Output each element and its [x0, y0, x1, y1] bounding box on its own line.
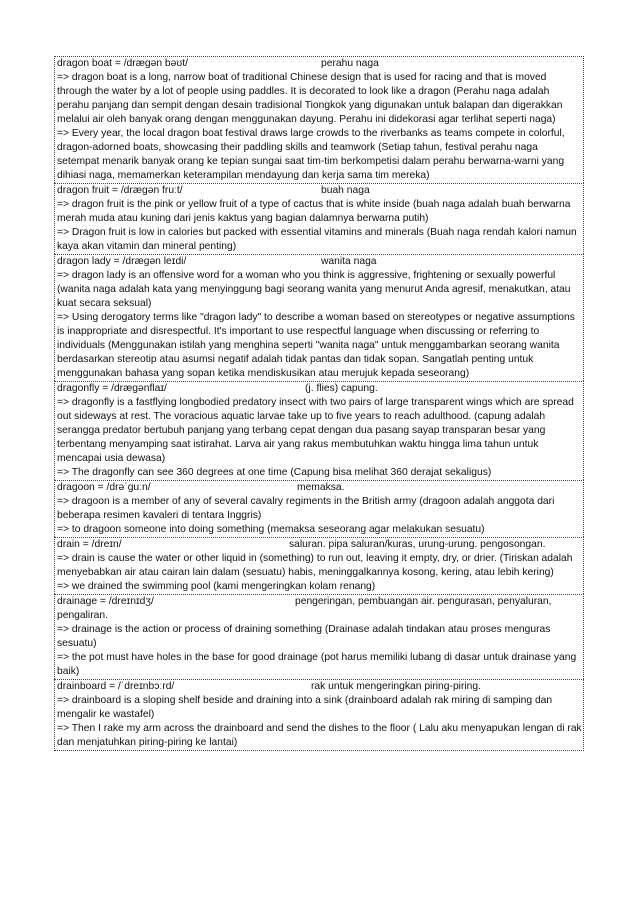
dictionary-entry: [54, 381, 584, 480]
entry-meaning: (j. flies) capung.: [305, 383, 378, 394]
entry-term: drainboard = /ˈdreɪnbɔːrd/: [57, 681, 175, 692]
entry-meaning: saluran. pipa saluran/kuras, urung-urung. pengosongan.: [289, 539, 546, 550]
dictionary-entry: [54, 679, 584, 751]
entry-heading: [57, 184, 582, 198]
entry-line: => dragonfly is a fastflying longbodied predatory insect with two pairs of large transparent wings which are spread out sideways at rest. The voracious aquatic larvae take up to five years to reach adulthood. (capung adalah serangga predator bertubuh panjang yang terbang cepat dengan dua pasang sayap transparan besar yang terbentang menyamping saat istirahat. Larva air yang rakus membutuhkan waktu hingga lima tahun untuk mencapai usia dewasa): [57, 397, 574, 464]
entry-line: => drain is cause the water or other liquid in (something) to run out, leaving it empty, dry, or drier. (Tiriskan adalah menyebabkan air atau cairan lain dalam (sesuatu) habis, meninggalkannya kosong, kering, atau lebih kering): [57, 553, 573, 578]
entry-line: => to dragoon someone into doing something (memaksa seseorang agar melakukan sesuatu): [57, 524, 485, 535]
entry-line: => dragoon is a member of any of several cavalry regiments in the British army (dragoon adalah anggota dari beberapa resimen kavaleri di tentara Inggris): [57, 496, 555, 521]
entry-meaning: pengeringan, pembuangan air. pengurasan, penyaluran,: [295, 596, 552, 607]
entry-meaning: perahu naga: [321, 58, 379, 69]
entry-line: => drainage is the action or process of draining something (Drainase adalah tindakan atau proses menguras sesuatu): [57, 624, 551, 649]
entry-meaning: rak untuk mengeringkan piring-piring.: [311, 681, 481, 692]
entry-line: => Then I rake my arm across the drainboard and send the dishes to the floor ( Lalu aku menyapukan lengan di rak dan menjatuhkan piring-piring ke lantai): [57, 723, 582, 748]
entry-line: => dragon lady is an offensive word for a woman who you think is aggressive, frightening or sexually powerful (wanita naga adalah kata yang menyinggung bagi seorang wanita yang menurut Anda agresif, menakutkan, atau kuat secara seksual): [57, 270, 571, 309]
dictionary-entry: [54, 537, 584, 594]
entry-heading: [57, 255, 582, 269]
entry-meaning: memaksa.: [297, 482, 345, 493]
entry-heading: [57, 595, 582, 609]
entry-line: => we drained the swimming pool (kami mengeringkan kolam renang): [57, 581, 376, 592]
entry-term: dragon lady = /drægən leɪdi/: [57, 256, 187, 267]
entry-line: => Dragon fruit is low in calories but packed with essential vitamins and minerals (Buah naga rendah kalori namun kaya akan vitamin dan mineral penting): [57, 227, 577, 252]
dictionary-entry: [54, 254, 584, 381]
entry-term: dragon fruit = /drægən fruːt/: [57, 185, 183, 196]
entry-heading: [57, 538, 582, 552]
entry-term: drain = /dreɪn/: [57, 539, 122, 550]
entry-line: => Using derogatory terms like "dragon lady" to describe a woman based on stereotypes or negative assumptions is inappropriate and disrespectful. It's important to use respectful language when discussing or referring to individuals (Menggunakan istilah yang menghina seperti "wanita naga" untuk menggambarkan seorang wanita berdasarkan stereotip atau asumsi negatif adalah tidak pantas dan tidak sopan. Sangatlah penting untuk menggunakan bahasa yang sopan ketika mendiskusikan atau merujuk kepada seseorang): [57, 312, 575, 379]
dictionary-entry: [54, 594, 584, 679]
entry-heading: [57, 680, 582, 694]
entry-meaning: buah naga: [321, 185, 370, 196]
entry-term: dragoon = /drəˈɡuːn/: [57, 482, 151, 493]
entry-term: dragon boat = /drægən bəʊt/: [57, 58, 188, 69]
entry-heading: [57, 481, 582, 495]
entry-line: => the pot must have holes in the base for good drainage (pot harus memiliki lubang di dasar untuk drainase yang baik): [57, 652, 577, 677]
dictionary-entry: [54, 480, 584, 537]
dictionary-entry: [54, 56, 584, 183]
entry-line: => dragon fruit is the pink or yellow fruit of a type of cactus that is white inside (buah naga adalah buah berwarna merah muda atau kuning dari jenis kaktus yang bagian dalamnya berwarna putih): [57, 199, 571, 224]
dictionary-page: [54, 56, 584, 751]
entry-line: => The dragonfly can see 360 degrees at one time (Capung bisa melihat 360 derajat sekaligus): [57, 467, 492, 478]
dictionary-entry: [54, 183, 584, 254]
entry-line: pengaliran.: [57, 610, 108, 621]
entry-meaning: wanita naga: [321, 256, 377, 267]
entry-heading: [57, 382, 582, 396]
entry-term: dragonfly = /drægənflaɪ/: [57, 383, 167, 394]
entry-term: drainage = /dreɪnɪdʒ/: [57, 596, 154, 607]
entry-line: => Every year, the local dragon boat festival draws large crowds to the riverbanks as teams compete in colorful, dragon-adorned boats, showcasing their paddling skills and teamwork (Setiap tahun, festival perahu naga setempat menarik banyak orang ke tepian sungai saat tim-tim berkompetisi dalam perahu berwarna-warni yang dihiasi naga, memamerkan keterampilan mendayung dan kerja sama tim mereka): [57, 128, 565, 181]
entry-line: => dragon boat is a long, narrow boat of traditional Chinese design that is used for racing and that is moved through the water by a lot of people using paddles. It is decorated to look like a dragon (Perahu naga adalah perahu panjang dan sempit dengan desain tradisional Tiongkok yang digunakan untuk balapan dan digerakkan melalui air oleh banyak orang dengan menggunakan dayung. Perahu ini didekorasi agar terlihat seperti naga): [57, 72, 563, 125]
entry-heading: [57, 57, 582, 71]
entry-line: => drainboard is a sloping shelf beside and draining into a sink (drainboard adalah rak miring di samping dan mengalir ke wastafel): [57, 695, 553, 720]
